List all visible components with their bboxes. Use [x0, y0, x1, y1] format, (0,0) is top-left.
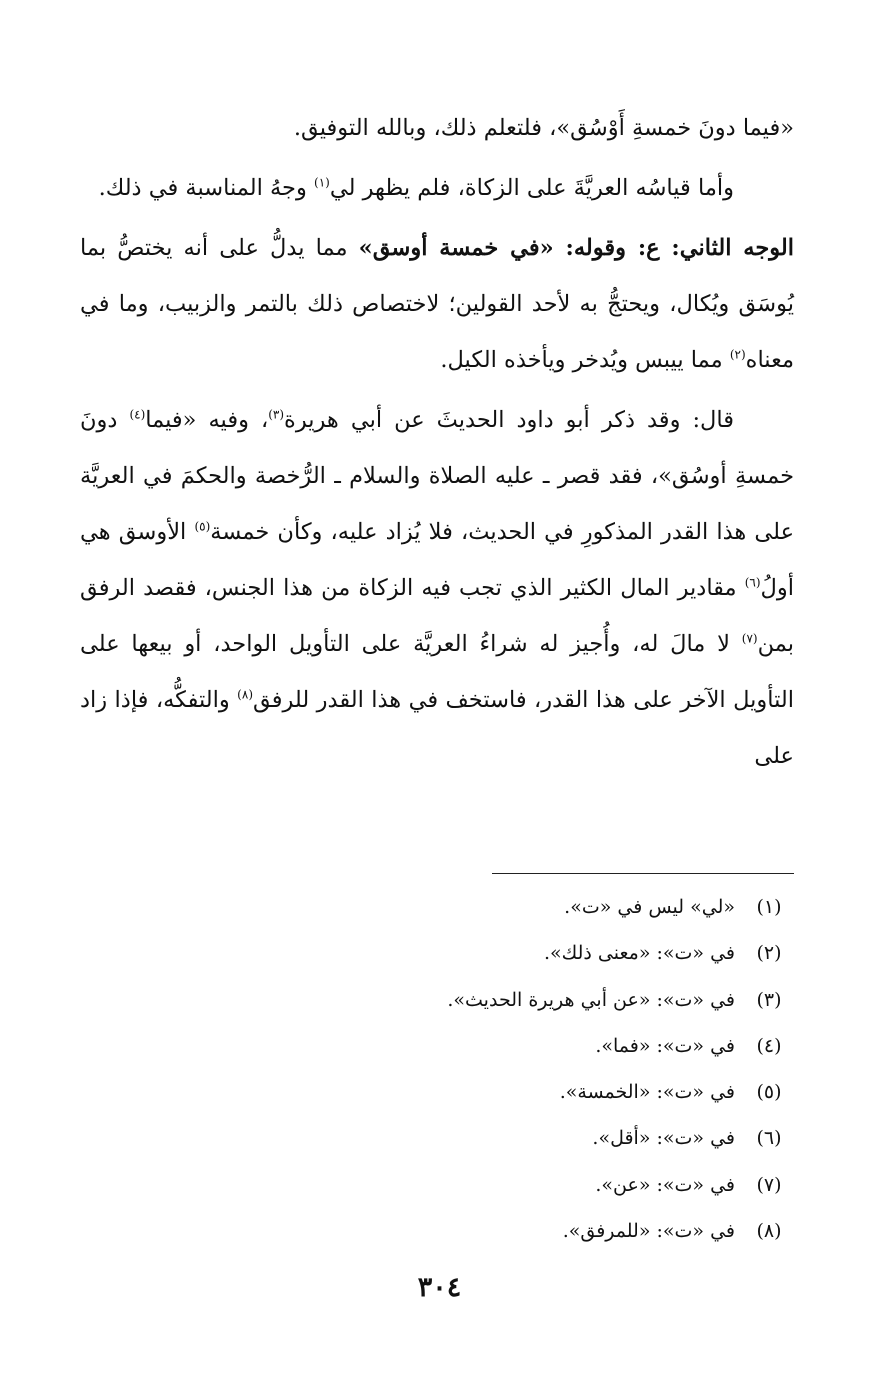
- p4-text-e: مقادير المال الكثير الذي تجب فيه الزكاة من هذا الجنس، فقصد الرفق بمن: [80, 575, 794, 657]
- footnote-item: [193, 1208, 793, 1254]
- paragraph-2: [80, 160, 794, 216]
- footnote-number: (٤): [756, 1034, 782, 1057]
- p3-heading: الوجه الثاني: ع: وقوله: «في خمسة أوسق»: [358, 235, 794, 261]
- footnote-number: (٥): [756, 1081, 782, 1104]
- footnote-ref-1: (١): [314, 175, 330, 190]
- footnote-item: [193, 977, 793, 1023]
- footnote-text: في «ت»: «معنى ذلك».: [543, 942, 735, 965]
- paragraph-1-text: «فيما دونَ خمسةِ أَوْسُق»، فلتعلم ذلك، وبالله التوفيق.: [293, 115, 794, 141]
- p3-text-a: مما يدلُّ على أنه يختصُّ بما يُوسَق ويُكال، ويحتجُّ به لأحد القولين؛ لاختصاص ذلك بالتمر والزبيب، وما في معناه: [80, 235, 794, 373]
- p2-text-b: وجهُ المناسبة في ذلك.: [98, 175, 314, 201]
- footnote-ref-5: (٥): [194, 519, 211, 534]
- footnote-text: في «ت»: «أقل».: [592, 1127, 735, 1150]
- footnote-text: في «ت»: «عن أبي هريرة الحديث».: [447, 988, 735, 1011]
- footnote-divider: [492, 873, 794, 874]
- p4-text-c: دونَ خمسةِ أوسُق»، فقد قصر ـ عليه الصلاة والسلام ـ الرُّخصة والحكمَ في العريَّة على هذا القدر المذكورِ في الحديث، فلا يُزاد عليه، وكأن خمسة: [80, 407, 794, 545]
- main-text: [80, 100, 794, 784]
- footnotes-list: [193, 884, 793, 1254]
- paragraph-1: [80, 100, 794, 156]
- p4-text-f: لا مالَ له، وأُجيز له شراءُ العريَّة على التأويل الواحد، أو بيعها على التأويل الآخر على هذا القدر، فاستخف في هذا القدر للرفق: [80, 631, 794, 713]
- p3-text-b: مما ييبس ويُدخر ويأخذه الكيل.: [440, 347, 730, 373]
- footnote-ref-8: (٨): [237, 687, 253, 702]
- footnote-text: «لي» ليس في «ت».: [564, 896, 735, 918]
- footnote-number: (٨): [756, 1220, 782, 1243]
- footnote-text: في «ت»: «فما».: [595, 1034, 735, 1057]
- p4-text-d: الأوسق هي أولُ: [80, 519, 794, 601]
- footnote-item: [193, 1069, 793, 1115]
- footnote-number: (١): [756, 896, 782, 918]
- p4-text-a: قال: وقد ذكر أبو داود الحديثَ عن أبي هريرة: [284, 407, 734, 433]
- page-number: ٣٠٤: [417, 1272, 462, 1303]
- footnote-text: في «ت»: «الخمسة».: [559, 1081, 735, 1104]
- p4-text-b: ، وفيه «فيما: [145, 407, 269, 433]
- footnote-item: [193, 1162, 793, 1208]
- footnote-item: [193, 884, 793, 930]
- footnote-number: (٦): [756, 1127, 782, 1150]
- footnote-number: (٧): [756, 1173, 782, 1196]
- footnote-text: في «ت»: «للمرفق».: [562, 1220, 735, 1243]
- footnote-ref-6: (٦): [744, 575, 761, 590]
- footnote-number: (٢): [756, 942, 782, 965]
- footnote-item: [193, 930, 793, 976]
- p2-text-a: وأما قياسُه العريَّةَ على الزكاة، فلم يظهر لي: [329, 175, 734, 201]
- footnote-text: في «ت»: «عن».: [595, 1173, 735, 1196]
- footnote-ref-4: (٤): [129, 407, 146, 422]
- footnote-number: (٣): [756, 988, 782, 1011]
- paragraph-3: [80, 220, 794, 388]
- footnote-item: [193, 1115, 793, 1161]
- footnote-ref-7: (٧): [741, 631, 758, 646]
- footnote-ref-2: (٢): [729, 347, 746, 362]
- footnote-ref-3: (٣): [268, 407, 285, 422]
- p4-text-g: والتفكُّه، فإذا زاد على: [80, 687, 794, 769]
- paragraph-4: [80, 392, 794, 784]
- footnote-item: [193, 1023, 793, 1069]
